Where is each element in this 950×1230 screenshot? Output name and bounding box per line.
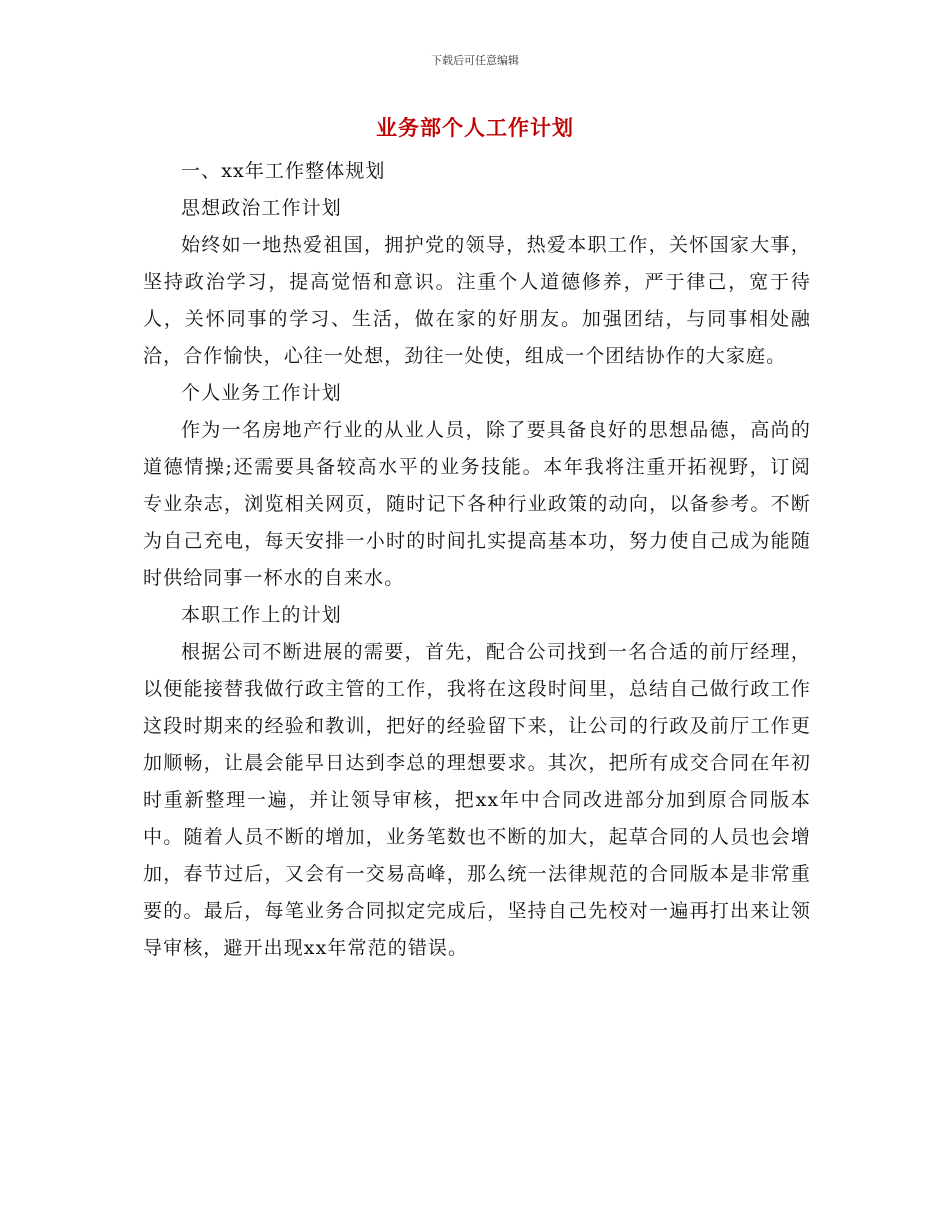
subheading-political-plan: 思想政治工作计划 xyxy=(181,197,342,219)
subheading-job-plan: 本职工作上的计划 xyxy=(181,604,342,626)
paragraph-political-plan: 始终如一地热爱祖国，拥护党的领导，热爱本职工作，关怀国家大事，坚持政治学习，提高觉悟和意识。注重个人道德修养，严于律己，宽于待人，关怀同事的学习、生活，做在家的好朋友。加强团结，与同事相处融洽，合作愉快，心往一处想，劲往一处使，组成一个团结协作的大家庭。 xyxy=(143,234,811,367)
document-body xyxy=(143,153,811,967)
section-heading-overall-plan: 一、xx年工作整体规划 xyxy=(181,160,386,182)
subheading-business-plan: 个人业务工作计划 xyxy=(181,382,342,404)
header-note: 下载后可任意编辑 xyxy=(431,54,519,67)
paragraph-job-plan: 根据公司不断进展的需要，首先，配合公司找到一名合适的前厅经理，以便能接替我做行政主管的工作，我将在这段时间里，总结自己做行政工作这段时期来的经验和教训，把好的经验留下来，让公司的行政及前厅工作更加顺畅，让晨会能早日达到李总的理想要求。其次，把所有成交合同在年初时重新整理一遍，并让领导审核，把xx年中合同改进部分加到原合同版本中。随着人员不断的增加，业务笔数也不断的加大，起草合同的人员也会增加，春节过后，又会有一交易高峰，那么统一法律规范的合同版本是非常重要的。最后，每笔业务合同拟定完成后，坚持自己先校对一遍再打出来让领导审核，避开出现xx年常范的错误。 xyxy=(143,641,811,959)
document-title: 业务部个人工作计划 xyxy=(376,115,574,140)
paragraph-business-plan: 作为一名房地产行业的从业人员，除了要具备良好的思想品德，高尚的道德情操;还需要具备较高水平的业务技能。本年我将注重开拓视野，订阅专业杂志，浏览相关网页，随时记下各种行业政策的动向，以备参考。不断为自己充电，每天安排一小时的时间扎实提高基本功，努力使自己成为能随时供给同事一杯水的自来水。 xyxy=(143,419,811,589)
